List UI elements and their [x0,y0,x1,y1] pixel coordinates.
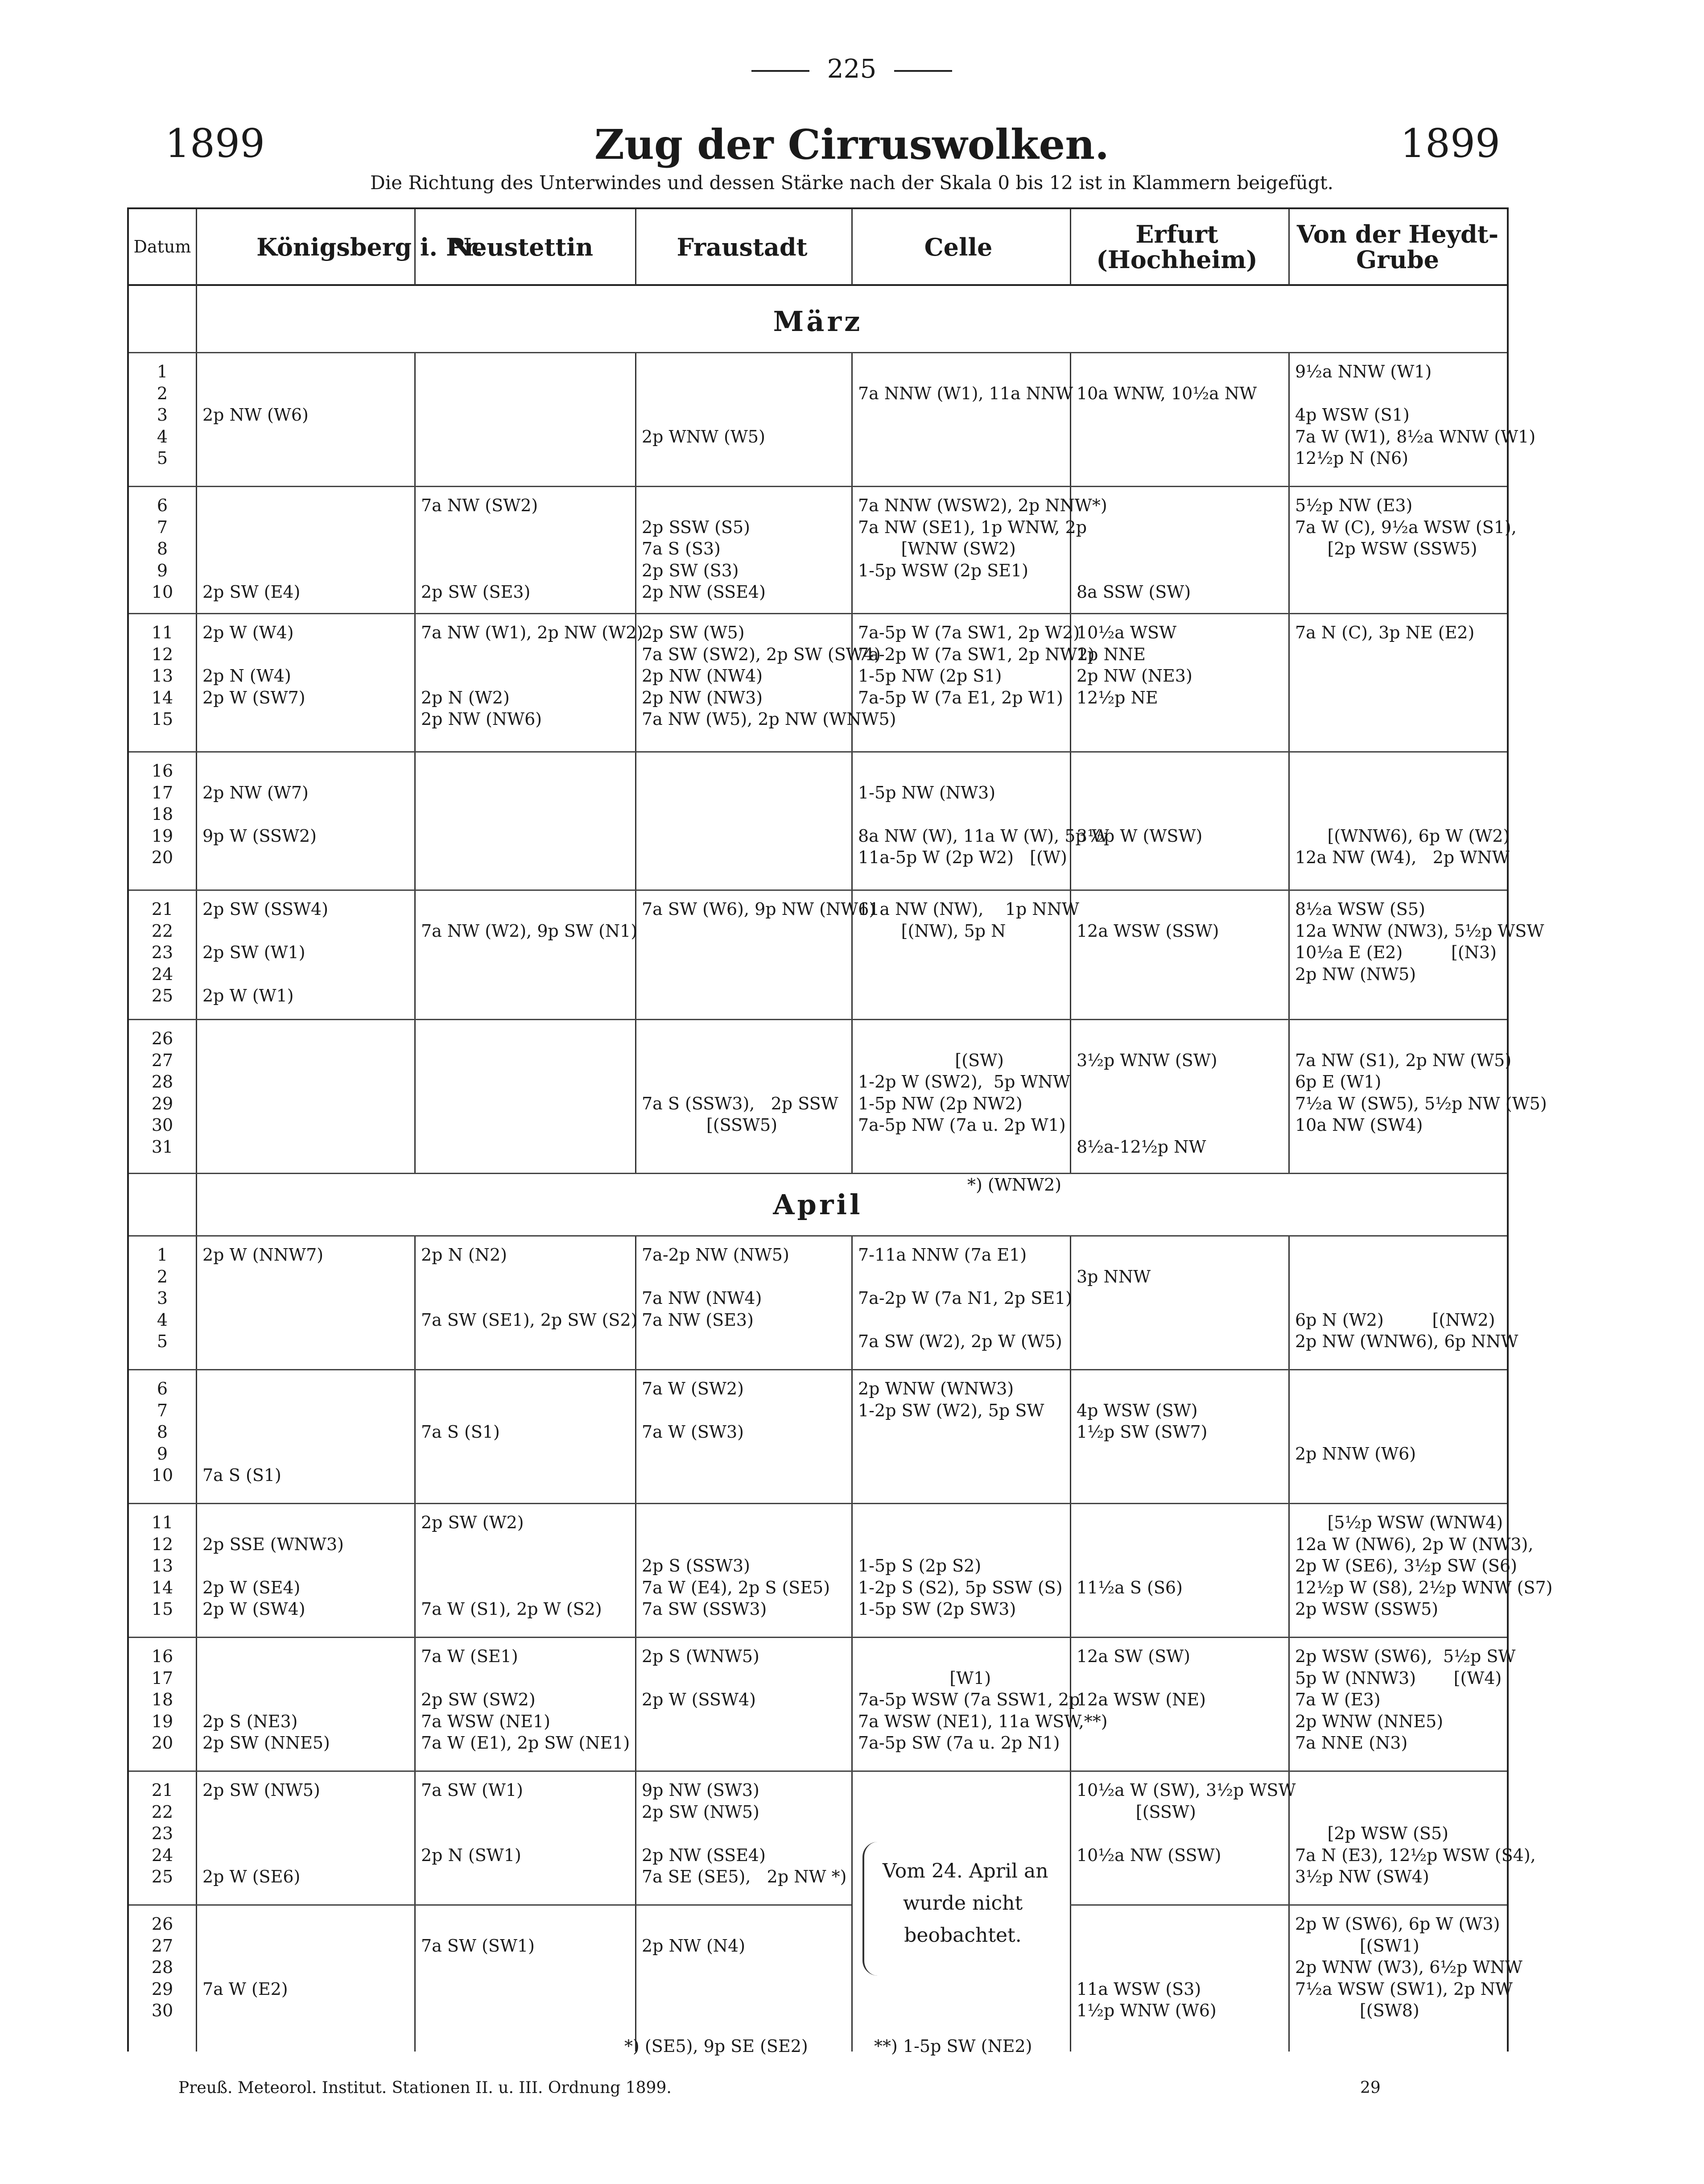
column-divider [1070,1235,1071,2052]
march-heydt-4: [(WNW6), 6p W (W2) 12a NW (W4), 2p WNW [1295,826,1510,867]
april-heydt-1: 6p N (W2) [(NW2) 2p NW (WNW6), 6p NNW [1295,1310,1518,1351]
april-heydt-3: [5½p WSW (WNW4) 12a W (NW6), 2p W (NW3), 2p W (SE6), 3½p SW (S6) 12½p W (S8), 2½p WNW (S7) 2p WSW (SSW5) [1295,1513,1553,1619]
column-divider [851,1235,853,2052]
march-heydt-3: 7a N (C), 3p NE (E2) [1295,623,1475,642]
header-rule [129,284,1507,286]
april-fraustadt-3: 2p S (SSW3) 7a W (E4), 2p S (SE5) 7a SW (SSW3) [642,1556,830,1619]
column-divider [414,209,416,285]
march-heydt-1: 9½a NNW (W1) 4p WSW (S1) 7a W (W1), 8½a WNW (W1) 12½p N (N6) [1295,362,1536,468]
header-datum: Datum [133,237,191,257]
row-divider [129,1637,1507,1638]
april-erfurt-3: 11½a S (S6) [1077,1577,1183,1597]
column-divider [851,352,853,1173]
row-divider [129,486,1507,487]
march-koenigsberg-3: 2p W (W4) 2p N (W4) 2p W (SW7) [202,623,305,707]
cirrus-table [127,207,1553,2052]
march-footnote: *) (WNW2) [967,1175,1062,1195]
april-koenigsberg-1: 2p W (NNW7) [202,1245,324,1265]
april-neustettin-6: 7a SW (SW1) [421,1936,535,1956]
header-fraustadt: Fraustadt [677,232,808,261]
march-fraustadt-6: 7a S (SSW3), 2p SSW [(SSW5) [642,1093,838,1135]
row-divider [129,352,1507,353]
april-fraustadt-1: 7a-2p NW (NW5) 7a NW (NW4) 7a NW (SE3) [642,1245,789,1330]
march-celle-4: 1-5p NW (NW3) 8a NW (W), 11a W (W), 5p W 11a-5p W (2p W2) [(W) [858,782,1109,867]
march-heydt-5: 8½a WSW (S5) 12a WNW (NW3), 5½p WSW 10½a E (E2) [(N3) 2p NW (NW5) [1295,899,1544,984]
april-days-5: 21 22 23 24 25 [151,1780,173,1886]
header-neustettin: Neustettin [449,232,594,261]
march-days-5: 21 22 23 24 25 [151,899,173,1005]
page-number: 225 [714,54,990,84]
april-fraustadt-4: 2p S (WNW5) 2p W (SSW4) [642,1646,759,1709]
april-celle-3: 1-5p S (2p S2) 1-2p S (S2), 5p SSW (S) 1-5p SW (2p SW3) [858,1556,1063,1619]
april-celle-2: 2p WNW (WNW3) 1-2p SW (W2), 5p SW [858,1379,1044,1420]
march-heydt-6: 7a NW (S1), 2p NW (W5) 6p E (W1) 7½a W (SW5), 5½p NW (W5) 10a NW (SW4) [1295,1050,1547,1135]
row-divider [129,1019,1507,1020]
april-koenigsberg-3: 2p SSE (WNW3) 2p W (SE4) 2p W (SW4) [202,1534,344,1619]
april-heydt-5: [2p WSW (S5) 7a N (E3), 12½p WSW (S4), 3½p NW (SW4) [1295,1824,1536,1886]
march-celle-3: 7a-5p W (7a SW1, 2p W2) 7a-2p W (7a SW1, 2p NW2) 1-5p NW (2p S1) 7a-5p W (7a E1, 2p W1) [858,623,1095,707]
march-koenigsberg-4: 2p NW (W7) 9p W (SSW2) [202,782,317,846]
march-erfurt-1: 10a WNW, 10½a NW [1077,383,1257,403]
header-celle: Celle [924,232,993,261]
column-divider [414,352,416,1173]
row-divider [129,1503,1507,1504]
april-koenigsberg-6: 7a W (E2) [202,1979,288,1999]
row-divider [129,1904,851,1906]
row-divider [129,1770,1507,1772]
april-erfurt-1: 3p NNW [1077,1266,1151,1286]
footer-sheet-number: 29 [1360,2079,1381,2097]
april-days-2: 6 7 8 9 10 [151,1379,173,1485]
row-divider [129,1369,1507,1370]
column-divider [851,209,853,285]
row-divider [129,613,1507,614]
april-neustettin-4: 7a W (SE1) 2p SW (SW2) 7a WSW (NE1) 7a W (E1), 2p SW (NE1) [421,1646,630,1753]
march-celle-1: 7a NNW (W1), 11a NNW [858,383,1073,403]
footer-institute: Preuß. Meteorol. Institut. Stationen II. u. III. Ordnung 1899. [178,2079,672,2097]
march-days-4: 16 17 18 19 20 [151,761,173,867]
march-erfurt-3: 10½a WSW 1p NNE 2p NW (NE3) 12½p NE [1077,623,1192,707]
march-neustettin-3: 7a NW (W1), 2p NW (W2) 2p N (W2) 2p NW (NW6) [421,623,644,729]
row-divider [1070,1904,1507,1906]
march-koenigsberg-2: 2p SW (E4) [202,582,301,602]
april-footnote-right: **) 1-5p SW (NE2) [874,2036,1032,2056]
march-days-6: 26 27 28 29 30 31 [151,1029,173,1157]
april-koenigsberg-5: 2p SW (NW5) 2p W (SE6) [202,1780,320,1886]
march-fraustadt-1: 2p WNW (W5) [642,426,765,447]
april-fraustadt-5: 9p NW (SW3) 2p SW (NW5) 2p NW (SSE4) 7a SE (SE5), 2p NW *) [642,1780,847,1886]
march-celle-2: 7a NNW (WSW2), 2p NNW*) 7a NW (SE1), 1p WNW, 2p [WNW (SW2) 1-5p WSW (2p SE1) [858,496,1107,580]
march-fraustadt-2: 2p SSW (S5) 7a S (S3) 2p SW (S3) 2p NW (SSE4) [642,517,766,602]
march-koenigsberg-5: 2p SW (SSW4) 2p SW (W1) 2p W (W1) [202,899,329,1005]
page-title: Zug der Cirruswolken. [594,120,1110,169]
brace [862,1842,878,1976]
april-celle-1: 7-11a NNW (7a E1) 7a-2p W (7a N1, 2p SE1) 7a SW (W2), 2p W (W5) [858,1245,1073,1351]
march-erfurt-2: 8a SSW (SW) [1077,582,1191,602]
march-days-1: 1 2 3 4 5 [157,362,168,468]
march-days-3: 11 12 13 14 15 [151,623,173,729]
april-days-6: 26 27 28 29 30 [151,1914,173,2020]
column-divider [635,209,636,285]
april-fraustadt-2: 7a W (SW2) 7a W (SW3) [642,1379,744,1442]
column-divider [1288,1235,1290,2052]
subtitle: Die Richtung des Unterwindes und dessen Stärke nach der Skala 0 bis 12 ist in Klammern beigefügt. [370,172,1333,194]
row-divider [129,1235,1507,1237]
march-erfurt-4: 3½p W (WSW) [1077,826,1203,846]
april-neustettin-5: 7a SW (W1) 2p N (SW1) [421,1780,523,1865]
month-heading-april: April [773,1188,863,1221]
april-heydt-6: 2p W (SW6), 6p W (W3) [(SW1) 2p WNW (W3), 6½p WNW 7½a WSW (SW1), 2p NW [(SW8) [1295,1914,1522,2020]
month-heading-march: März [773,305,863,338]
year-right: 1899 [1400,120,1500,166]
april-erfurt-4: 12a SW (SW) 12a WSW (NE) [1077,1646,1206,1709]
header-heydt: Von der Heydt- Grube [1296,220,1499,274]
april-celle-4: [W1) 7a-5p WSW (7a SSW1, 2p 7a WSW (NE1), 11a WSW,**) 7a-5p SW (7a u. 2p N1) [858,1668,1108,1753]
celle-not-observed-note: Vom 24. April an wurde nicht beobachtet. [883,1860,1048,1947]
march-heydt-2: 5½p NW (E3) 7a W (C), 9½a WSW (S1), [2p WSW (SSW5) [1295,496,1517,558]
april-neustettin-1: 2p N (N2) 7a SW (SE1), 2p SW (S2) [421,1245,638,1330]
april-heydt-2: 2p NNW (W6) [1295,1444,1416,1464]
column-divider [1288,209,1290,285]
april-days-3: 11 12 13 14 15 [151,1513,173,1619]
march-neustettin-2: 7a NW (SW2) 2p SW (SE3) [421,496,538,602]
column-divider [1070,209,1071,285]
march-erfurt-5: 12a WSW (SSW) [1077,921,1219,941]
april-heydt-4: 2p WSW (SW6), 5½p SW 5p W (NNW3) [(W4) 7a W (E3) 2p WNW (NNE5) 7a NNE (N3) [1295,1646,1516,1753]
year-left: 1899 [165,120,265,166]
april-erfurt-5: 10½a W (SW), 3½p WSW [(SSW) 10½a NW (SSW) [1077,1780,1296,1865]
march-erfurt-6: 3½p WNW (SW) 8½a-12½p NW [1077,1050,1217,1157]
march-fraustadt-5: 7a SW (W6), 9p NW (NW6) [642,899,876,919]
april-erfurt-6: 11a WSW (S3) 1½p WNW (W6) [1077,1979,1217,2020]
row-divider [129,1173,1507,1174]
april-erfurt-2: 4p WSW (SW) 1½p SW (SW7) [1077,1400,1208,1442]
header-erfurt: Erfurt (Hochheim) [1096,220,1258,274]
march-days-2: 6 7 8 9 10 [151,496,173,602]
row-divider [129,751,1507,753]
april-koenigsberg-2: 7a S (S1) [202,1465,281,1485]
march-fraustadt-3: 2p SW (W5) 7a SW (SW2), 2p SW (SW4) 2p NW (NW4) 2p NW (NW3) 7a NW (W5), 2p NW (WNW5) [642,623,896,729]
header-koenigsberg: Königsberg i. Pr. [256,232,483,261]
march-celle-5: 11a NW (NW), 1p NNW [(NW), 5p N [858,899,1079,941]
column-divider [414,1235,416,2052]
column-divider [635,1235,636,2052]
april-fraustadt-6: 2p NW (N4) [642,1936,746,1956]
april-neustettin-2: 7a S (S1) [421,1422,500,1442]
column-divider [635,352,636,1173]
april-footnote-left: *) (SE5), 9p SE (SE2) [624,2036,808,2056]
april-days-4: 16 17 18 19 20 [151,1646,173,1753]
march-celle-6: [(SW) 1-2p W (SW2), 5p WNW 1-5p NW (2p NW2) 7a-5p NW (7a u. 2p W1) [858,1050,1070,1135]
april-days-1: 1 2 3 4 5 [157,1245,168,1351]
row-divider [129,889,1507,891]
column-divider [1288,352,1290,1173]
april-koenigsberg-4: 2p S (NE3) 2p SW (NNE5) [202,1711,330,1753]
march-koenigsberg-1: 2p NW (W6) [202,405,309,425]
march-neustettin-5: 7a NW (W2), 9p SW (N1) [421,921,638,941]
april-neustettin-3: 2p SW (W2) 7a W (S1), 2p W (S2) [421,1513,602,1619]
